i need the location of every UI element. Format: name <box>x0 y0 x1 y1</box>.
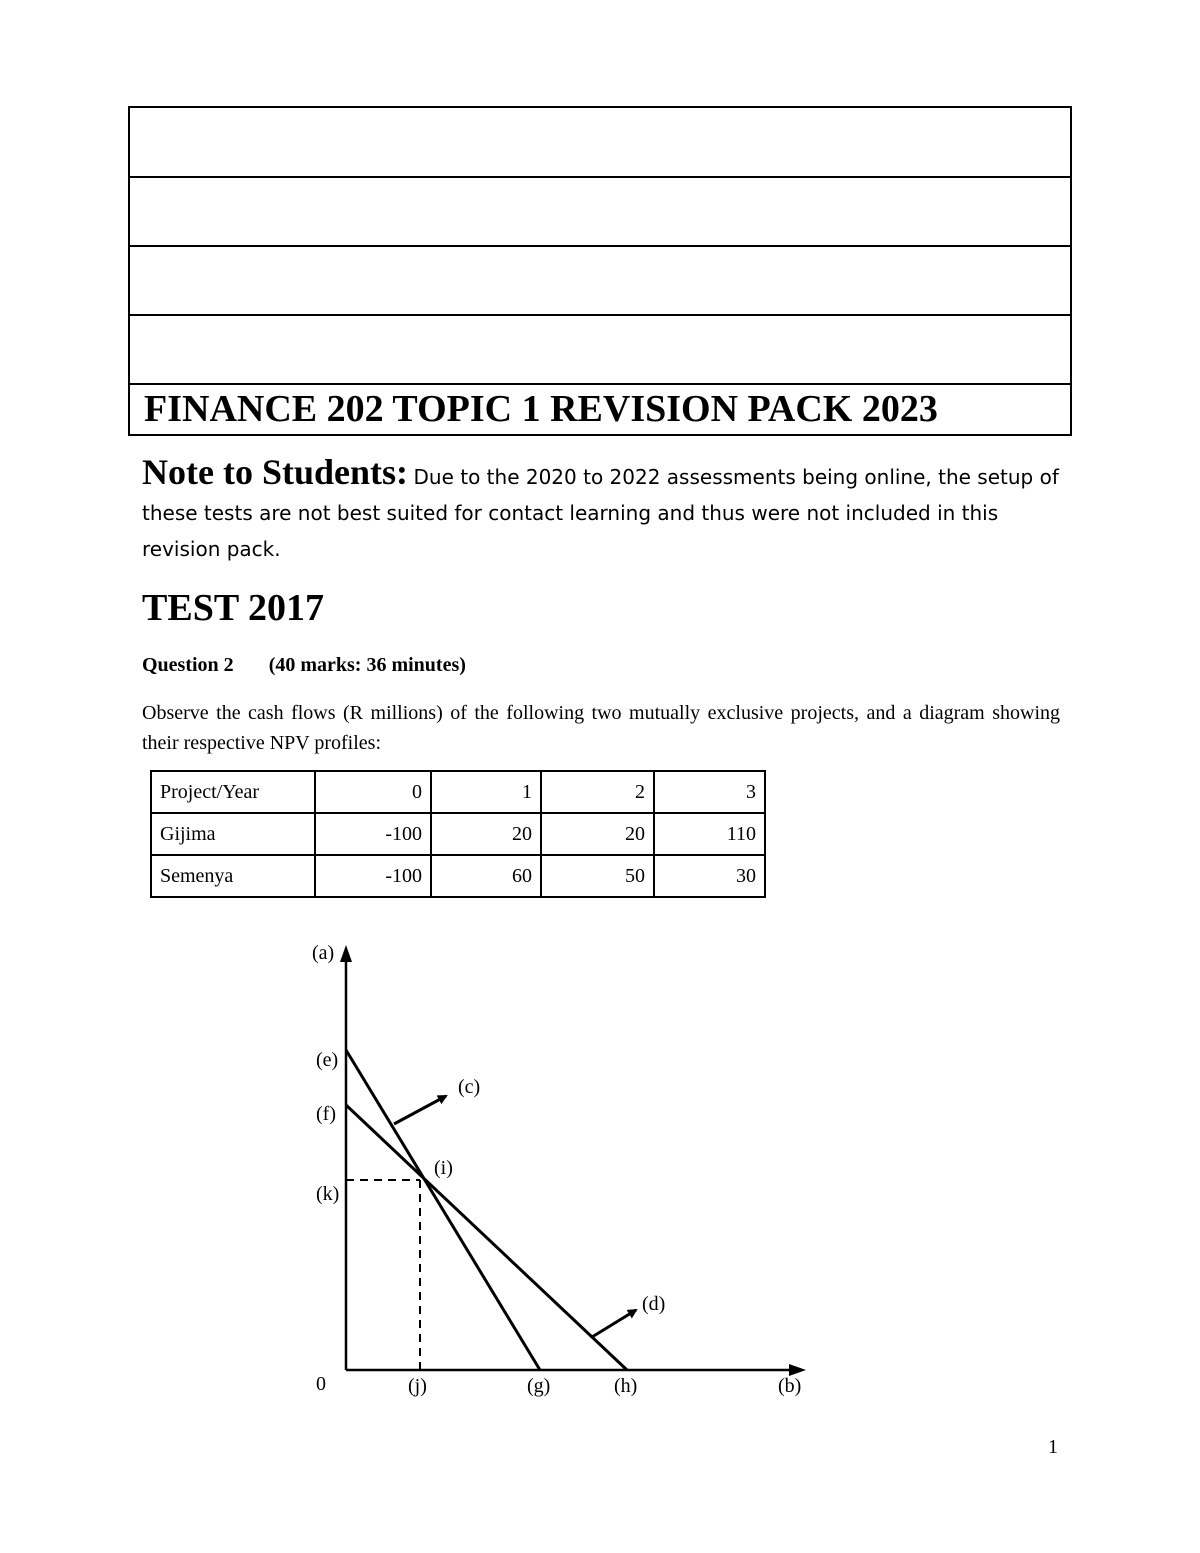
label-h: (h) <box>614 1375 638 1397</box>
question-marks: (40 marks: 36 minutes) <box>268 654 466 676</box>
question-label: Question 2 <box>142 654 234 676</box>
table-cell: Gijima <box>151 813 315 855</box>
note-lead: Note to Students: <box>142 452 408 492</box>
note-body: Due to the 2020 to 2022 assessments being online, the setup of these tests are not best suited for contact learning and thus were not included in this revision pack. <box>142 465 1059 561</box>
table-cell: Semenya <box>151 855 315 897</box>
label-d: (d) <box>642 1293 666 1315</box>
table-cell: 30 <box>654 855 765 897</box>
page-number: 1 <box>1048 1436 1058 1458</box>
npv-line-flat <box>346 1105 627 1370</box>
table-cell: 3 <box>654 771 765 813</box>
label-origin: 0 <box>316 1373 326 1395</box>
label-i: (i) <box>434 1157 453 1179</box>
test-heading: TEST 2017 <box>142 587 324 629</box>
table-cell: -100 <box>315 855 431 897</box>
table-cell: -100 <box>315 813 431 855</box>
table-cell: 1 <box>431 771 541 813</box>
table-cell: Project/Year <box>151 771 315 813</box>
label-j: (j) <box>408 1375 427 1397</box>
y-axis-arrow <box>340 945 352 962</box>
label-b: (b) <box>778 1375 802 1397</box>
table-cell: 110 <box>654 813 765 855</box>
table-cell: 20 <box>431 813 541 855</box>
table-cell: 20 <box>541 813 654 855</box>
label-e: (e) <box>316 1049 339 1071</box>
table-cell: 50 <box>541 855 654 897</box>
table-cell: 2 <box>541 771 654 813</box>
pointer-arrow-c <box>394 1096 446 1124</box>
label-g: (g) <box>527 1375 551 1397</box>
pointer-arrow-d <box>592 1310 636 1337</box>
label-f: (f) <box>316 1103 336 1125</box>
table-cell: 0 <box>315 771 431 813</box>
question-intro: Observe the cash flows (R millions) of the following two mutually exclusive projects, and a diagram showing their respective NPV profiles: <box>142 702 1060 754</box>
label-a: (a) <box>312 942 335 964</box>
label-c: (c) <box>458 1076 481 1098</box>
document-title: FINANCE 202 TOPIC 1 REVISION PACK 2023 <box>144 388 938 430</box>
label-k: (k) <box>316 1183 340 1205</box>
table-cell: 60 <box>431 855 541 897</box>
